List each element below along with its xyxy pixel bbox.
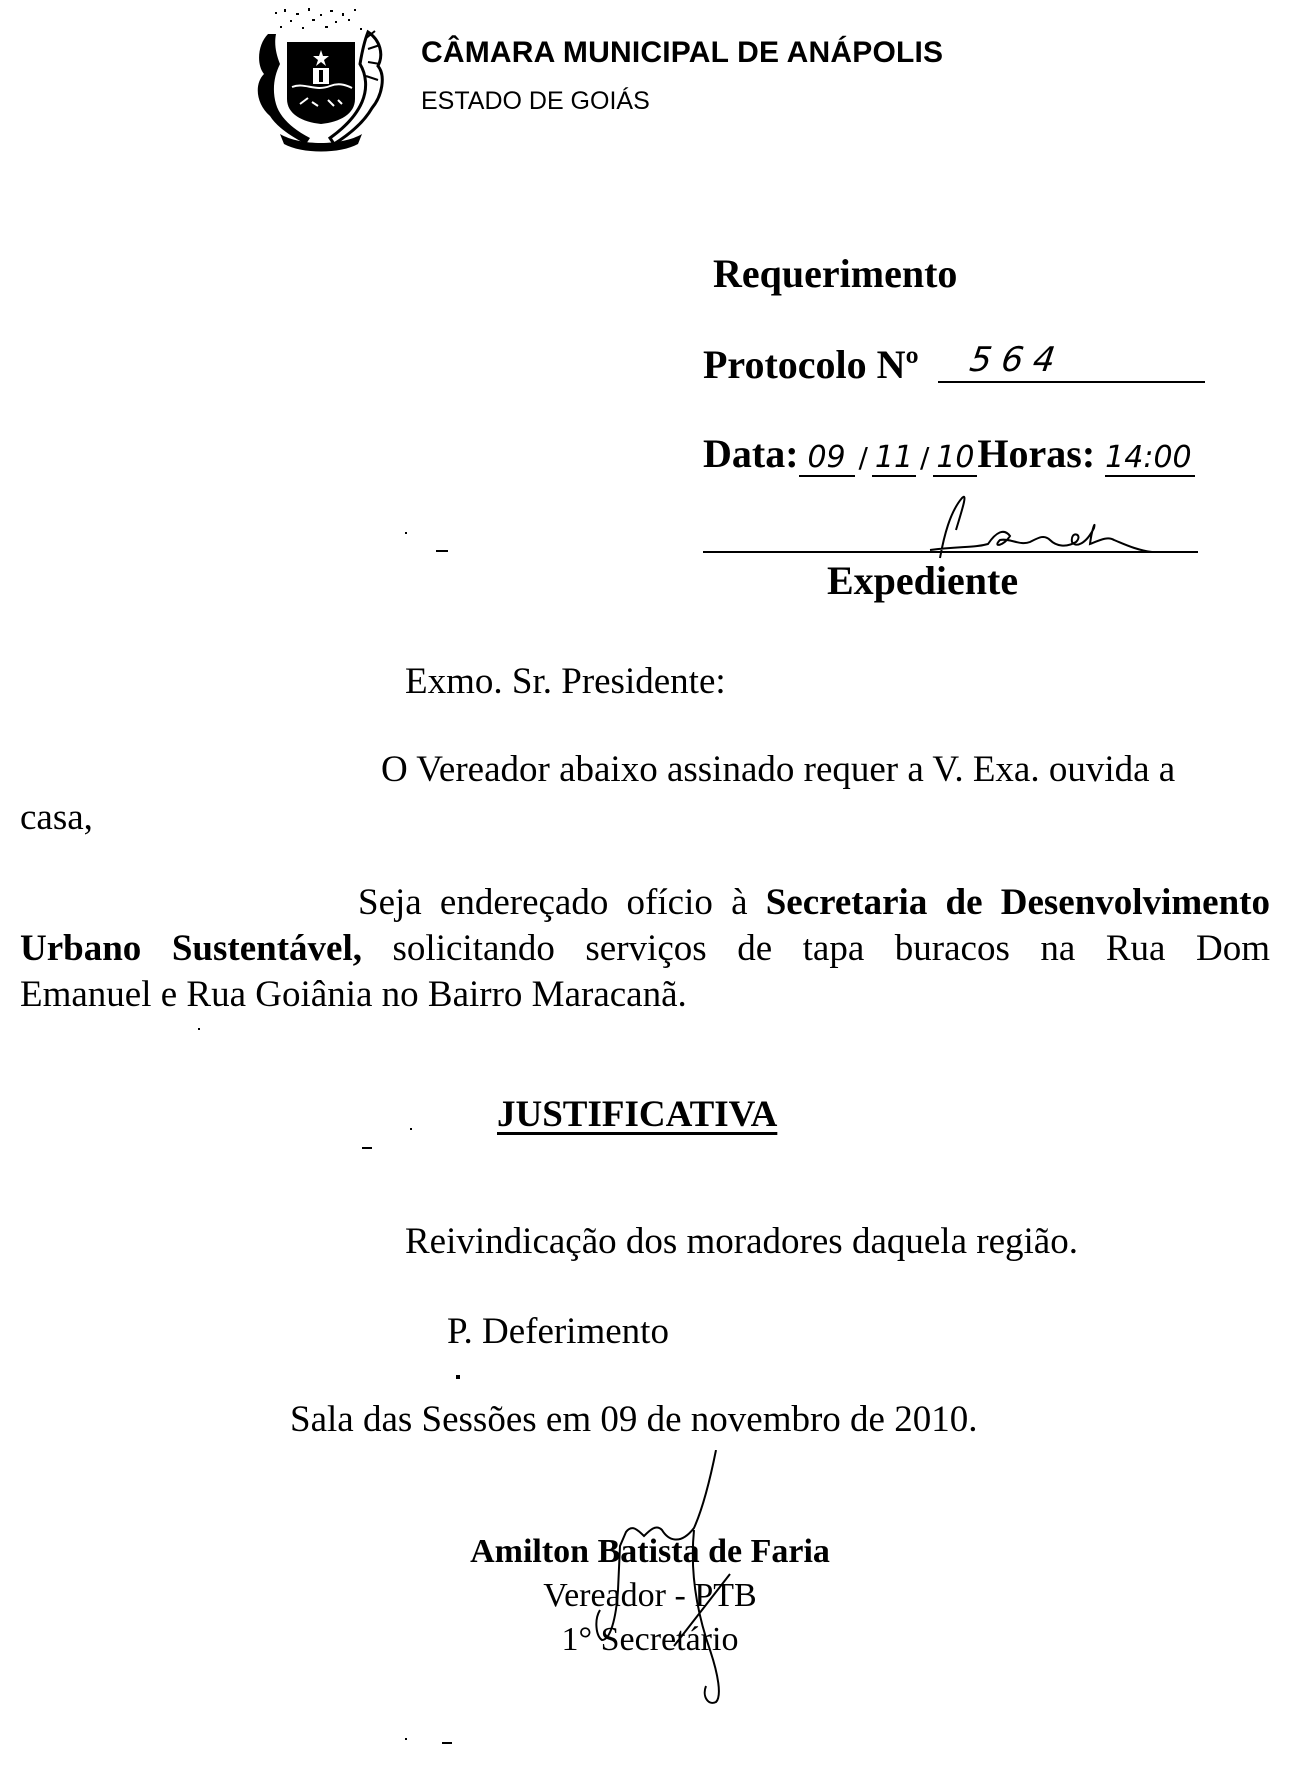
date-time-row [703,430,1195,477]
salutation: Exmo. Sr. Presidente: [405,661,726,702]
scan-speck [198,1028,200,1030]
hours-value: 14:00 [1105,441,1195,477]
date-label: Data: [703,431,799,476]
date-separator: / [858,441,868,474]
justification-heading: JUSTIFICATIVA [497,1094,778,1135]
scan-speck [442,1742,452,1744]
date-month: 11 [872,441,916,477]
scan-speck [362,1147,372,1149]
request-intro-continuation: casa, [20,797,93,838]
secretariat-name-part1: Secretaria de Desenvolvimento [765,882,1270,923]
date-year: 10 [933,441,977,477]
request-intro-line: O Vereador abaixo assinado requer a V. Exa. ouvida a [381,749,1176,790]
date-separator: / [919,441,930,474]
document-type-title: Requerimento [713,251,958,296]
place-and-date: Sala das Sessões em 09 de novembro de 2010. [290,1399,978,1440]
signatory-role: Vereador - PTB [543,1577,757,1614]
scan-speck [456,1375,460,1379]
request-paragraph [20,880,1270,1018]
protocol-underline [938,381,1205,383]
protocol-label: Protocolo Nº [703,342,919,387]
scan-speck [436,550,448,552]
receipt-signature [900,490,1180,560]
signatory-name: Amilton Batista de Faria [470,1533,830,1570]
scan-speck [405,1738,407,1740]
scan-speck [405,532,407,534]
expediente-label: Expediente [827,558,1019,603]
signature-line [703,551,1198,553]
organization-state: ESTADO DE GOIÁS [421,87,650,115]
date-day: 09 [799,441,855,477]
organization-name: CÂMARA MUNICIPAL DE ANÁPOLIS [421,36,944,69]
signatory-title: 1° Secretário [561,1621,739,1658]
request-line-1 [20,880,1270,926]
request-line-3: Emanuel e Rua Goiânia no Bairro Maracanã. [20,974,687,1015]
secretariat-name-part2: Urbano Sustentável, [20,928,362,969]
request-text: solicitando serviços de tapa buracos na Rua Dom [361,928,1270,969]
request-text: Seja endereçado ofício à [358,882,766,923]
request-line-2 [20,926,1270,972]
protocol-number-handwritten: 564 [967,340,1068,380]
hours-label: Horas: [977,431,1096,476]
handwritten-signature [570,1450,770,1715]
closing-formula: P. Deferimento [447,1311,669,1352]
scan-speck [410,1128,412,1130]
justification-text: Reivindicação dos moradores daquela região. [405,1221,1078,1262]
coat-of-arms-icon [250,4,395,154]
